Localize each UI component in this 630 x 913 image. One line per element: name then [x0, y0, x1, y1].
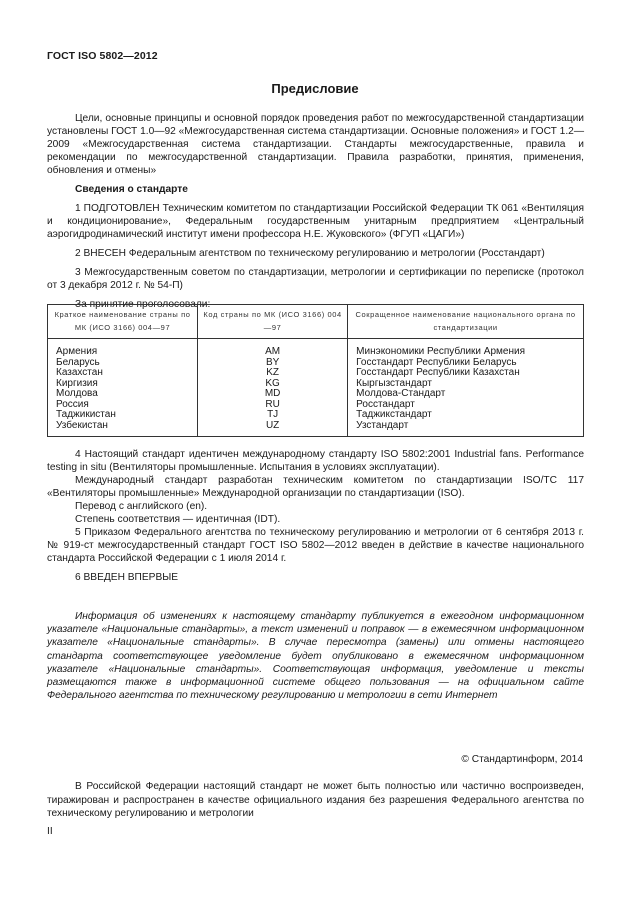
standard-info-heading: Сведения о стандарте	[75, 184, 188, 195]
standard-info-item-5: 5 Приказом Федерального агентства по техническому регулированию и метрологии от 6 сентября 2013 г. № 919-ст межгосударственный стандарт ГОСТ ISO 5802—2012 введен в действие в качестве национального стандарта Российской Федерации с 1 июля 2014 г.	[47, 527, 584, 564]
voting-countries-table	[47, 304, 584, 437]
foreword-body	[47, 112, 584, 311]
country-name: Россия	[56, 398, 89, 410]
country-code: AM	[265, 346, 281, 357]
country-code: RU	[265, 398, 280, 410]
item-4-translation: Перевод с английского (en).	[75, 501, 208, 512]
country-name: Казахстан	[56, 367, 103, 378]
voted-label: За принятие проголосовали:	[75, 299, 211, 310]
column-header-code: Код страны по МК (ИСО 3166) 004—97	[198, 305, 348, 339]
standards-body: Госстандарт Республики Беларусь	[356, 356, 517, 368]
standard-info-item-4: 4 Настоящий стандарт идентичен международному стандарту ISO 5802:2001 Industrial fans. Performance testing in situ (Вентиляторы промышленные. Испытания в условиях эксплуатации).	[47, 449, 584, 473]
standards-body: Минэкономики Республики Армения	[356, 346, 525, 357]
page-title: Предисловие	[271, 81, 359, 96]
page-number: II	[47, 826, 53, 837]
country-name: Киргизия	[56, 377, 98, 389]
country-name: Беларусь	[56, 356, 100, 368]
country-name: Армения	[56, 346, 98, 357]
country-name: Молдова	[56, 388, 98, 399]
country-code: BY	[265, 356, 280, 368]
reproduction-notice-block	[47, 780, 584, 821]
standards-body: Кыргызстандарт	[356, 377, 432, 389]
country-name: Узбекистан	[56, 419, 108, 431]
country-names-cell	[48, 339, 198, 437]
item-4-degree: Степень соответствия — идентичная (IDT).	[75, 514, 281, 525]
country-code: KZ	[266, 367, 279, 378]
column-header-body: Сокращенное наименование национального органа по стандартизации	[348, 305, 584, 339]
country-code: TJ	[267, 409, 279, 420]
standards-body: Молдова-Стандарт	[356, 388, 446, 399]
country-code: MD	[264, 388, 281, 399]
foreword-body-continued	[47, 448, 584, 584]
information-notice	[47, 610, 584, 702]
item-4-developed: Международный стандарт разработан техническим комитетом по стандартизации ISO/TC 117 «Вентиляторы промышленные» Международной организации по стандартизации (ISO).	[47, 475, 584, 499]
standards-bodies-cell	[348, 339, 584, 437]
column-header-country: Краткое наименование страны по МК (ИСО 3166) 004—97	[48, 305, 198, 339]
document-code-header: ГОСТ ISO 5802—2012	[47, 50, 158, 62]
information-notice-text: Информация об изменениях к настоящему стандарту публикуется в ежегодном информационном указателе «Национальные стандарты», а текст изменений и поправок — в ежемесячном информационном указателе «Национальные стандарты». В случае пересмотра (замены) или отмены настоящего стандарта соответствующее уведомление будет опубликовано в ежемесячном информационном указателе «Национальные стандарты». Соответствующая информация, уведомление и тексты размещаются также в информационной системе общего пользования — на официальном сайте Федерального агентства по техническому регулированию и метрологии в сети Интернет	[47, 611, 584, 702]
standard-info-item-2: 2 ВНЕСЕН Федеральным агентством по техническому регулированию и метрологии (Росстандарт)	[75, 248, 545, 259]
standards-body: Узстандарт	[356, 419, 409, 431]
standards-body: Госстандарт Республики Казахстан	[356, 367, 520, 378]
standards-body: Таджикстандарт	[356, 409, 432, 420]
country-codes-cell	[198, 339, 348, 437]
table-row	[48, 339, 584, 437]
copyright-notice: © Стандартинформ, 2014	[461, 754, 583, 765]
table-header-row	[48, 305, 584, 339]
standard-info-item-3: 3 Межгосударственным советом по стандартизации, метрологии и сертификации по переписке (протокол от 3 декабря 2012 г. № 54-П)	[47, 267, 584, 291]
standards-body: Росстандарт	[356, 398, 415, 410]
standard-info-item-6: 6 ВВЕДЕН ВПЕРВЫЕ	[75, 572, 179, 583]
reproduction-notice: В Российской Федерации настоящий стандарт не может быть полностью или частично воспроизведен, тиражирован и распространен в качестве официального издания без разрешения Федерального агентства по техническому регулированию и метрологии	[47, 781, 584, 819]
standard-info-item-1: 1 ПОДГОТОВЛЕН Техническим комитетом по стандартизации Российской Федерации ТК 061 «Вентиляция и кондиционирование», Федеральным государственным унитарным предприятием «Центральный аэрогидродинамический институт имени профессора Н.Е. Жуковского» (ФГУП «ЦАГИ»)	[47, 203, 584, 240]
country-name: Таджикистан	[56, 409, 116, 420]
intro-paragraph: Цели, основные принципы и основной порядок проведения работ по межгосударственной стандартизации установлены ГОСТ 1.0—92 «Межгосударственная система стандартизации. Основные положения» и ГОСТ 1.2—2009 «Межгосударственная система стандартизации. Стандарты межгосударственные, правила и рекомендации по межгосударственной стандартизации. Правила разработки, принятия, применения, обновления и отмены»	[47, 113, 585, 176]
country-code: UZ	[265, 419, 280, 431]
country-code: KG	[265, 377, 280, 389]
